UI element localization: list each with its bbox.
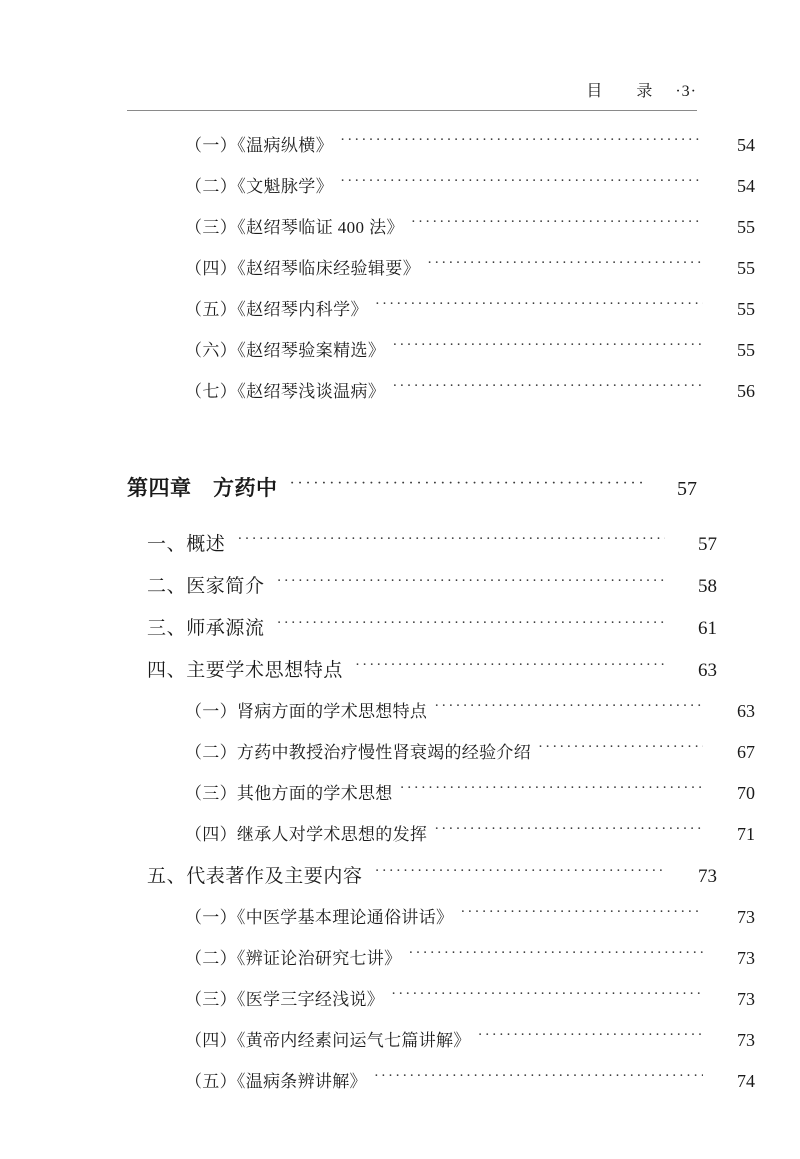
toc-entry-page-number: 55 [737, 340, 755, 360]
toc-entry-label: （六）《赵绍琴验案精选》 [185, 341, 386, 360]
toc-entry-label: （二）《辨证论治研究七讲》 [185, 949, 402, 968]
toc-entry-page-number: 70 [737, 783, 755, 803]
toc-dot-leader [478, 1030, 703, 1046]
toc-entry-label: 二、医家简介 [147, 576, 265, 597]
toc-entry-page-number: 63 [698, 660, 717, 681]
toc-dot-leader [277, 576, 665, 592]
toc-entry-label: 三、师承源流 [147, 618, 265, 639]
toc-entry[interactable] [147, 571, 717, 613]
toc-entry-page-number: 73 [737, 948, 755, 968]
toc-dot-leader [375, 866, 665, 882]
table-of-contents-list [127, 131, 755, 1108]
toc-entry[interactable] [185, 172, 755, 213]
toc-entry[interactable] [185, 377, 755, 418]
toc-dot-leader [391, 989, 703, 1005]
toc-block-spacer [127, 418, 697, 472]
toc-entry[interactable] [185, 254, 755, 295]
toc-dot-leader [427, 258, 703, 274]
toc-entry-page-number: 73 [737, 1030, 755, 1050]
toc-entry[interactable] [147, 861, 717, 903]
toc-dot-leader [392, 381, 703, 397]
toc-entry-page-number: 57 [698, 534, 717, 555]
toc-entry[interactable] [185, 944, 755, 985]
toc-entry-label: （一）《中医学基本理论通俗讲话》 [185, 908, 454, 927]
toc-dot-leader [392, 340, 703, 356]
toc-dot-leader [460, 907, 703, 923]
toc-entry-label: （一）肾病方面的学术思想特点 [185, 702, 428, 721]
toc-entry[interactable] [185, 903, 755, 944]
toc-entry[interactable] [185, 820, 755, 861]
toc-entry[interactable] [185, 779, 755, 820]
toc-entry-label: （三）其他方面的学术思想 [185, 784, 393, 803]
toc-entry[interactable] [147, 655, 717, 697]
toc-entry-page-number: 55 [737, 258, 755, 278]
toc-entry-page-number: 58 [698, 576, 717, 597]
toc-entry-page-number: 74 [737, 1071, 755, 1091]
toc-entry-page-number: 54 [737, 176, 755, 196]
toc-entry-page-number: 73 [698, 866, 717, 887]
toc-entry-label: （五）《温病条辨讲解》 [185, 1072, 367, 1091]
toc-entry-label: （一）《温病纵横》 [185, 136, 334, 155]
toc-dot-leader [277, 618, 665, 634]
toc-entry-label: （四）继承人对学术思想的发挥 [185, 825, 428, 844]
toc-entry[interactable] [147, 529, 717, 571]
toc-entry-label: （三）《医学三字经浅说》 [185, 990, 385, 1009]
toc-entry-page-number: 55 [737, 217, 755, 237]
toc-entry-page-number: 67 [737, 742, 755, 762]
toc-entry[interactable] [185, 131, 755, 172]
toc-entry[interactable] [185, 985, 755, 1026]
toc-entry-page-number: 54 [737, 135, 755, 155]
toc-entry[interactable] [185, 336, 755, 377]
toc-dot-leader [355, 660, 665, 676]
toc-entry-page-number: 57 [677, 478, 697, 500]
toc-entry-label: 一、概述 [147, 534, 226, 555]
toc-dot-leader [411, 217, 703, 233]
toc-entry-label: （七）《赵绍琴浅谈温病》 [185, 382, 386, 401]
toc-dot-leader [434, 701, 703, 717]
toc-entry-label: （二）《文魁脉学》 [185, 177, 334, 196]
toc-dot-leader [434, 824, 703, 840]
toc-entry[interactable] [185, 213, 755, 254]
toc-dot-leader [400, 783, 703, 799]
toc-dot-leader [375, 299, 703, 315]
toc-entry[interactable] [185, 697, 755, 738]
toc-dot-leader [374, 1071, 703, 1087]
toc-entry-page-number: 56 [737, 381, 755, 401]
toc-entry-label: 四、主要学术思想特点 [147, 660, 344, 681]
toc-entry-label: （三）《赵绍琴临证 400 法》 [185, 218, 404, 237]
toc-dot-leader [408, 948, 703, 964]
toc-entry-page-number: 73 [737, 907, 755, 927]
toc-entry-page-number: 63 [737, 701, 755, 721]
toc-entry-page-number: 55 [737, 299, 755, 319]
toc-entry[interactable] [147, 613, 717, 655]
toc-entry[interactable] [185, 295, 755, 336]
toc-dot-leader [290, 479, 646, 495]
toc-entry-page-number: 73 [737, 989, 755, 1009]
running-head [127, 78, 697, 101]
page-folio-number: ·3· [675, 83, 697, 100]
toc-chapter-entry[interactable] [127, 472, 697, 529]
toc-entry-page-number: 61 [698, 618, 717, 639]
toc-dot-leader [340, 135, 703, 151]
toc-entry-label: 五、代表著作及主要内容 [147, 866, 363, 887]
running-head-title: 目 录 [586, 83, 662, 100]
toc-entry-label: 第四章 方药中 [127, 477, 278, 500]
toc-entry-label: （二）方药中教授治疗慢性肾衰竭的经验介绍 [185, 743, 531, 762]
toc-entry-label: （五）《赵绍琴内科学》 [185, 300, 368, 319]
toc-entry[interactable] [185, 738, 755, 779]
toc-entry-page-number: 71 [737, 824, 755, 844]
header-divider-rule [127, 110, 697, 111]
toc-entry[interactable] [185, 1067, 755, 1108]
toc-dot-leader [340, 176, 703, 192]
toc-dot-leader [538, 742, 703, 758]
toc-entry[interactable] [185, 1026, 755, 1067]
toc-entry-label: （四）《赵绍琴临床经验辑要》 [185, 259, 421, 278]
toc-dot-leader [237, 534, 665, 550]
toc-entry-label: （四）《黄帝内经素问运气七篇讲解》 [185, 1031, 471, 1050]
